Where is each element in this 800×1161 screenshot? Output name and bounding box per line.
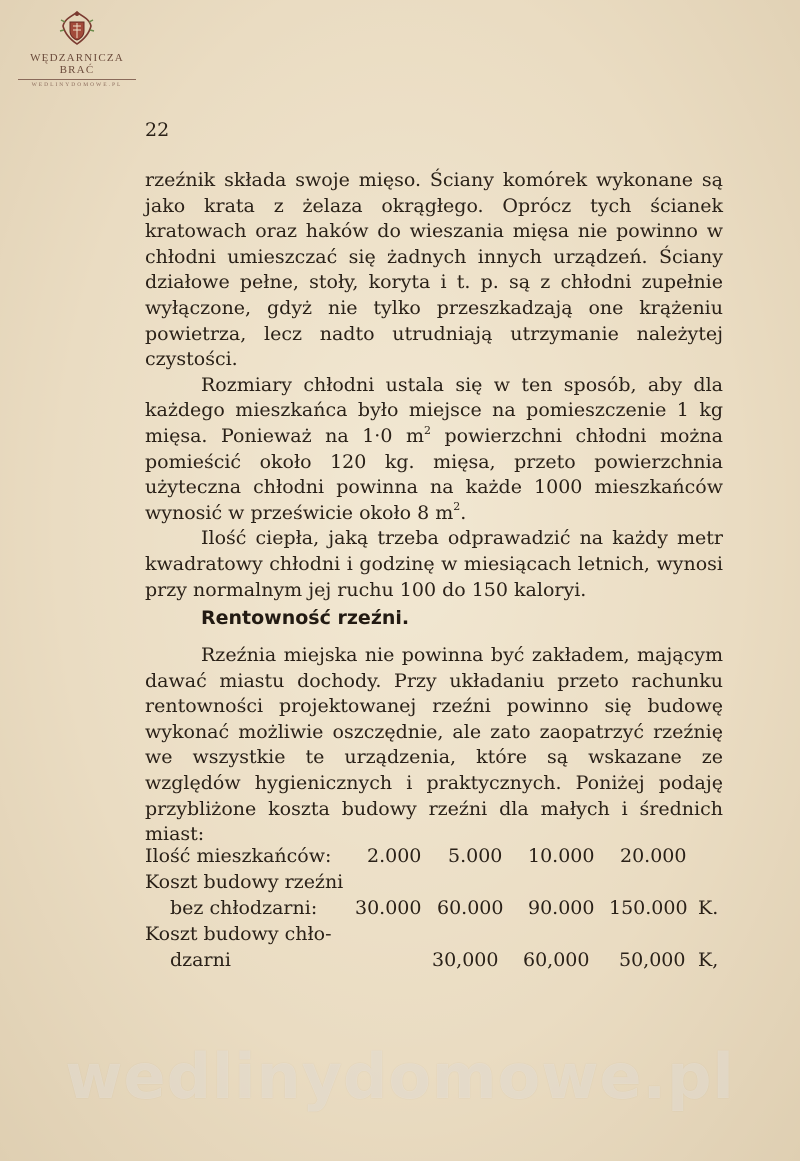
table-cell: 30.000 — [355, 897, 422, 919]
table-row — [145, 897, 725, 923]
row-label: bez chłodzarni: — [170, 897, 318, 919]
table-cell: 2.000 — [367, 845, 422, 867]
table-row — [145, 949, 725, 975]
cost-table — [145, 845, 725, 975]
row-label: Ilość mieszkańców: — [145, 845, 332, 867]
logo-name: WĘDZARNICZA BRAĆ — [30, 52, 124, 76]
table-cell: 5.000 — [448, 845, 503, 867]
paragraph-cieplo: Ilość ciepła, jaką trzeba odprawadzić na każdy metr kwadratowy chłodni i godzinę w miesiącach letnich, wynosi przy normalnym jej ruchu 100 do 150 kaloryi. — [145, 527, 723, 601]
table-row — [145, 923, 725, 949]
logo — [12, 8, 142, 88]
table-cell: 10.000 — [528, 845, 595, 867]
table-cell: 150.000 — [609, 897, 688, 919]
paragraph-rentownosc: Rzeźnia miejska nie powinna być zakładem, mającym dawać miastu dochody. Przy układaniu przeto rachunku rentowności projektowanej rzeźni powinno się budowę wykonać możliwie oszczędnie, ale zato zaopatrzyć rzeźnię we wszystkie te urządzenia, które są wskazane ze względów hygienicznych i praktycznych. Poniżej podaję przybliżone koszta budowy rzeźni dla małych i średnich miast: — [145, 644, 723, 846]
table-row — [145, 871, 725, 897]
rozmiary-part1: Rozmiary chłodni ustala się w ten sposób, aby dla każdego mieszkańca było miejsce na pomieszczenie 1 kg mięsa. Ponieważ na 1·0 m — [145, 373, 723, 447]
table-row — [145, 845, 725, 871]
table-cell: 60,000 — [523, 949, 590, 971]
paragraph-rozmiary — [145, 373, 723, 527]
table-cell: 50,000 — [619, 949, 686, 971]
row-label: Koszt budowy rzeźni — [145, 871, 344, 893]
paragraph-chlodnia: rzeźnik składa swoje mięso. Ściany komórek wykonane są jako krata z żelaza okrągłego. Oprócz tych ścianek kratowach oraz haków do wieszania mięsa nie powinno w chłodni umieszczać się żadnych innych urządzeń. Ściany działowe pełne, stoły, koryta i t. p. są z chłodni zupełnie wyłączone, gdyż nie tylko przeszkadzają one krążeniu powietrza, lecz nadto utrudniają utrzymanie należytej czystości. — [145, 169, 723, 371]
superscript-2: 2 — [423, 423, 431, 437]
body-text-rentownosc — [145, 643, 723, 848]
table-cell: 30,000 — [432, 949, 499, 971]
rozmiary-part3: . — [460, 501, 467, 524]
row-label: Koszt budowy chło- — [145, 923, 332, 945]
crest-icon — [57, 8, 97, 48]
section-heading: Rentowność rzeźni. — [201, 607, 410, 629]
table-cell: 90.000 — [528, 897, 595, 919]
table-cell: 20.000 — [620, 845, 687, 867]
page-number: 22 — [145, 119, 170, 141]
logo-url: WEDLINYDOMOWE.PL — [31, 82, 123, 88]
rozmiary-part2: powierzchni chłodni można pomieścić około 120 kg. mięsa, przeto powierzchnia użyteczna chłodni powinna na każde 1000 mieszkańców wynosić w prześwicie około 8 m — [145, 424, 723, 524]
unit-label: K. — [698, 897, 719, 919]
watermark: wedlinydomowe.pl — [65, 1040, 735, 1113]
body-text-top — [145, 168, 723, 603]
table-cell: 60.000 — [437, 897, 504, 919]
unit-label: K, — [698, 949, 719, 971]
superscript-2: 2 — [453, 500, 461, 514]
logo-divider — [18, 79, 136, 80]
row-label: dzarni — [170, 949, 231, 971]
